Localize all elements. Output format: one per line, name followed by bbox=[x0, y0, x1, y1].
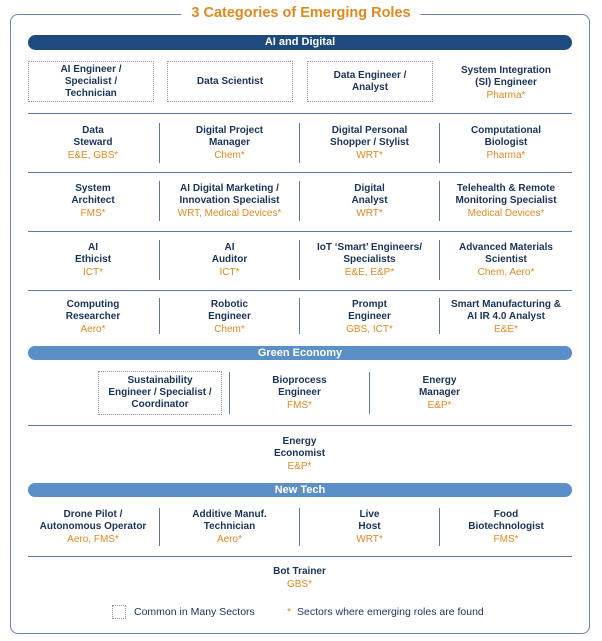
role-cell bbox=[440, 121, 572, 165]
role-sector: FMS* bbox=[80, 207, 106, 219]
role-sector: ICT* bbox=[83, 266, 103, 278]
role-cell bbox=[300, 179, 439, 223]
role-title: AI Digital Marketing / Innovation Specialist bbox=[179, 182, 280, 206]
role-cell bbox=[440, 506, 572, 548]
role-title: Energy Economist bbox=[273, 435, 326, 459]
role-title: Digital Project Manager bbox=[195, 124, 264, 148]
role-title: Drone Pilot / Autonomous Operator bbox=[39, 508, 147, 532]
role-sector: WRT* bbox=[356, 149, 383, 161]
category-bar-green-economy: Green Economy bbox=[28, 346, 572, 360]
role-sector: Pharma* bbox=[486, 149, 526, 161]
row-divider bbox=[28, 556, 572, 557]
role-cell bbox=[230, 433, 369, 475]
role-title: Data Engineer / Analyst bbox=[333, 69, 407, 93]
category-bar-new-tech: New Tech bbox=[28, 483, 572, 497]
role-sector: FMS* bbox=[493, 533, 519, 545]
role-sector: FMS* bbox=[287, 399, 312, 411]
role-cell bbox=[160, 297, 299, 337]
role-title: Computing Researcher bbox=[65, 298, 121, 322]
role-sector: E&E* bbox=[494, 323, 518, 335]
row-divider bbox=[28, 113, 572, 114]
role-sector: E&P* bbox=[287, 460, 312, 472]
role-title: Telehealth & Remote Monitoring Specialist bbox=[455, 182, 557, 206]
role-sector: Aero* bbox=[216, 533, 242, 545]
role-title: Robotic Engineer bbox=[208, 298, 251, 322]
role-cell bbox=[28, 506, 158, 548]
role-title: IoT ‘Smart’ Engineers/ Specialists bbox=[316, 241, 423, 265]
role-title: Bot Trainer bbox=[273, 565, 326, 577]
role-title: System Integration (SI) Engineer bbox=[460, 65, 552, 88]
role-cell bbox=[28, 297, 158, 337]
role-title: Bioprocess Engineer bbox=[272, 374, 327, 398]
role-cell bbox=[230, 563, 369, 593]
role-cell bbox=[98, 371, 222, 415]
role-title: System Architect bbox=[71, 182, 115, 206]
role-sector: E&P* bbox=[427, 399, 452, 411]
role-title: Smart Manufacturing & AI IR 4.0 Analyst bbox=[450, 298, 561, 322]
role-sector: Aero* bbox=[80, 323, 106, 335]
role-title: AI Ethicist bbox=[74, 241, 112, 265]
role-title: Food Biotechnologist bbox=[468, 508, 544, 532]
role-sector: GBS, ICT* bbox=[346, 323, 393, 335]
role-cell bbox=[160, 506, 299, 548]
role-sector: E&E, GBS* bbox=[67, 149, 119, 161]
role-title: AI Engineer / Specialist / Technician bbox=[60, 63, 122, 99]
role-sector: Chem* bbox=[214, 149, 245, 161]
role-cell bbox=[230, 371, 369, 415]
role-title: Data Steward bbox=[73, 124, 113, 148]
role-cell bbox=[28, 238, 158, 282]
role-cell bbox=[28, 121, 158, 165]
legend-common-swatch bbox=[112, 605, 126, 619]
role-cell bbox=[167, 61, 293, 102]
role-sector: GBS* bbox=[286, 578, 312, 590]
role-cell bbox=[440, 297, 572, 337]
role-title: Sustainability Engineer / Specialist / Coordinator bbox=[108, 375, 212, 410]
role-title: Energy Manager bbox=[418, 374, 461, 398]
role-sector: Chem, Aero* bbox=[477, 266, 535, 278]
role-title: Advanced Materials Scientist bbox=[459, 241, 553, 265]
role-title: Prompt Engineer bbox=[348, 298, 391, 322]
role-sector: Aero, FMS* bbox=[67, 533, 119, 545]
role-cell bbox=[440, 61, 572, 106]
legend-sectors-label: Sectors where emerging roles are found bbox=[297, 606, 484, 618]
role-cell bbox=[300, 238, 439, 282]
row-divider bbox=[28, 425, 572, 426]
row-divider bbox=[28, 231, 572, 232]
role-title: AI Auditor bbox=[211, 241, 248, 265]
row-divider bbox=[28, 172, 572, 173]
role-title: Live Host bbox=[358, 508, 381, 532]
legend-star-marker: * bbox=[287, 606, 292, 618]
role-sector: Chem* bbox=[214, 323, 245, 335]
role-title: Digital Analyst bbox=[351, 182, 388, 206]
role-cell bbox=[440, 179, 572, 223]
diagram-title: 3 Categories of Emerging Roles bbox=[181, 4, 420, 22]
role-cell bbox=[440, 238, 572, 282]
role-sector: WRT, Medical Devices* bbox=[177, 207, 282, 219]
role-title: Digital Personal Shopper / Stylist bbox=[330, 124, 409, 148]
role-cell bbox=[160, 238, 299, 282]
row-divider bbox=[28, 290, 572, 291]
role-cell bbox=[370, 371, 509, 415]
role-title: Data Scientist bbox=[196, 75, 264, 87]
role-sector: E&E, E&P* bbox=[344, 266, 395, 278]
legend-common-label: Common in Many Sectors bbox=[134, 606, 255, 618]
role-sector: WRT* bbox=[356, 533, 383, 545]
role-cell bbox=[300, 506, 439, 548]
role-cell bbox=[300, 297, 439, 337]
role-sector: ICT* bbox=[219, 266, 240, 278]
role-cell bbox=[300, 121, 439, 165]
role-cell bbox=[28, 179, 158, 223]
role-cell bbox=[160, 179, 299, 223]
role-sector: Medical Devices* bbox=[467, 207, 545, 219]
role-sector: Pharma* bbox=[486, 90, 526, 101]
role-cell bbox=[160, 121, 299, 165]
role-cell bbox=[307, 61, 433, 102]
role-sector: WRT* bbox=[356, 207, 383, 219]
role-title: Additive Manuf. Technician bbox=[192, 508, 267, 532]
role-title: Computational Biologist bbox=[471, 124, 541, 148]
category-bar-ai-digital: AI and Digital bbox=[28, 35, 572, 50]
role-cell bbox=[28, 61, 154, 102]
